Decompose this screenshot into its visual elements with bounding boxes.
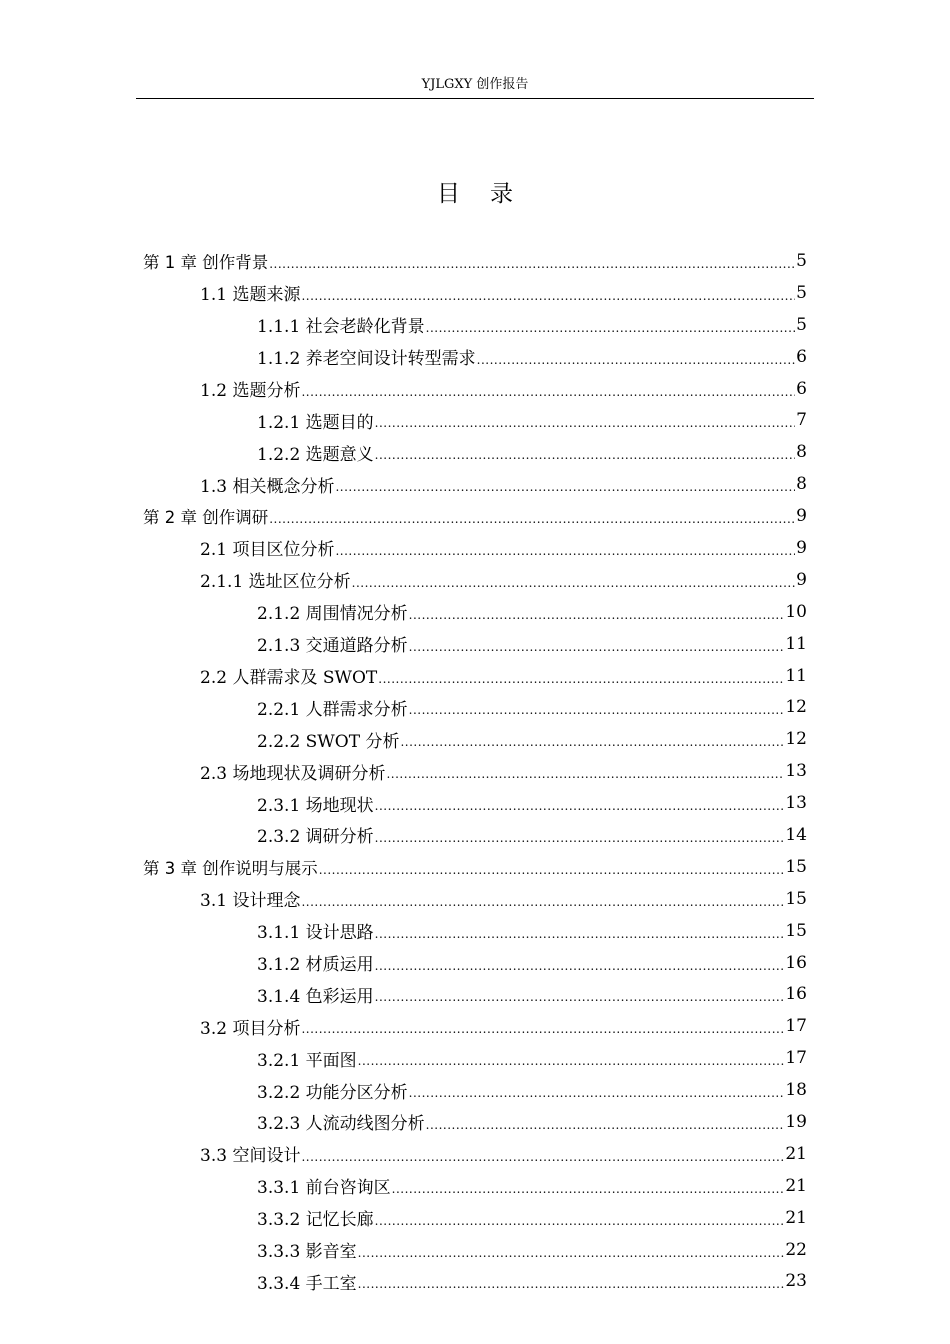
toc-entry-page: 15	[785, 920, 807, 941]
toc-entry-title: 2.2 人群需求及 SWOT	[200, 668, 378, 689]
toc-entry[interactable]	[0, 755, 950, 787]
toc-dot-leader	[375, 831, 785, 845]
toc-entry-title: 3.3 空间设计	[200, 1146, 301, 1167]
toc-entry-title: 第 2 章 创作调研	[143, 508, 269, 528]
toc-dot-leader	[301, 895, 784, 909]
toc-dot-leader	[409, 1086, 785, 1100]
toc-dot-leader	[375, 416, 796, 430]
toc-entry[interactable]	[0, 341, 950, 373]
toc-dot-leader	[375, 927, 785, 941]
toc-entry-page: 19	[785, 1111, 807, 1132]
toc-entry[interactable]	[0, 1138, 950, 1170]
toc-entry-title: 2.2.2 SWOT 分析	[257, 731, 400, 752]
toc-entry-page: 5	[796, 314, 807, 335]
toc-list	[0, 245, 950, 1297]
toc-dot-leader	[335, 480, 795, 494]
toc-dot-leader	[352, 576, 796, 590]
toc-entry[interactable]	[0, 309, 950, 341]
toc-entry-page: 9	[796, 537, 807, 558]
toc-entry-title: 2.1.1 选址区位分析	[200, 572, 351, 593]
toc-entry-page: 12	[785, 697, 807, 718]
toc-entry-page: 14	[785, 824, 807, 845]
toc-entry-page: 15	[785, 888, 807, 909]
toc-entry-title: 3.2.3 人流动线图分析	[257, 1114, 425, 1135]
toc-entry-page: 13	[785, 793, 807, 814]
toc-entry-title: 3.3.4 手工室	[257, 1273, 357, 1294]
toc-dot-leader	[301, 1150, 784, 1164]
toc-dot-leader	[375, 1214, 785, 1228]
toc-dot-leader	[335, 544, 795, 558]
toc-entry-title: 1.1 选题来源	[200, 285, 301, 306]
toc-title: 目录	[437, 181, 543, 207]
toc-entry-page: 5	[796, 282, 807, 303]
toc-dot-leader	[301, 289, 795, 303]
toc-entry-page: 22	[785, 1239, 807, 1260]
header-rule	[136, 98, 814, 99]
toc-entry-title: 3.2.2 功能分区分析	[257, 1082, 408, 1103]
toc-dot-leader	[375, 799, 785, 813]
toc-entry-page: 11	[785, 633, 807, 654]
toc-dot-leader	[358, 1277, 785, 1291]
toc-entry[interactable]	[0, 404, 950, 436]
toc-entry-title: 1.2.1 选题目的	[257, 412, 374, 433]
toc-entry-page: 8	[796, 474, 807, 495]
toc-dot-leader	[375, 448, 796, 462]
toc-entry-title: 第 3 章 创作说明与展示	[143, 858, 318, 878]
toc-entry[interactable]	[0, 277, 950, 309]
toc-entry[interactable]	[0, 723, 950, 755]
toc-entry-title: 2.1.2 周围情况分析	[257, 604, 408, 625]
toc-entry-title: 3.2.1 平面图	[257, 1050, 357, 1071]
toc-entry[interactable]	[0, 1266, 950, 1298]
page-header: YJLGXY 创作报告	[421, 77, 529, 92]
toc-entry[interactable]	[0, 1202, 950, 1234]
toc-entry[interactable]	[0, 628, 950, 660]
toc-entry-page: 21	[785, 1175, 807, 1196]
toc-dot-leader	[358, 1054, 785, 1068]
toc-entry-page: 16	[785, 984, 807, 1005]
toc-entry-page: 6	[796, 378, 807, 399]
toc-entry-title: 3.1.1 设计思路	[257, 923, 374, 944]
toc-dot-leader	[426, 1118, 785, 1132]
toc-dot-leader	[400, 735, 784, 749]
toc-dot-leader	[392, 1182, 785, 1196]
toc-entry-page: 15	[785, 856, 807, 877]
toc-entry-title: 第 1 章 创作背景	[143, 252, 269, 272]
toc-entry[interactable]	[0, 883, 950, 915]
toc-dot-leader	[269, 257, 795, 271]
toc-entry[interactable]	[0, 819, 950, 851]
toc-entry[interactable]	[0, 851, 950, 883]
toc-entry-title: 3.3.3 影音室	[257, 1242, 357, 1263]
toc-entry-page: 21	[785, 1207, 807, 1228]
toc-dot-leader	[358, 1246, 785, 1260]
toc-entry[interactable]	[0, 245, 950, 277]
toc-entry[interactable]	[0, 532, 950, 564]
toc-dot-leader	[269, 512, 795, 526]
toc-dot-leader	[319, 863, 785, 877]
toc-entry-title: 3.3.2 记忆长廊	[257, 1210, 374, 1231]
toc-entry[interactable]	[0, 947, 950, 979]
toc-entry[interactable]	[0, 978, 950, 1010]
toc-entry[interactable]	[0, 691, 950, 723]
toc-entry[interactable]	[0, 1010, 950, 1042]
toc-dot-leader	[426, 321, 796, 335]
toc-entry[interactable]	[0, 1074, 950, 1106]
toc-entry-title: 2.1.3 交通道路分析	[257, 636, 408, 657]
toc-entry[interactable]	[0, 915, 950, 947]
toc-entry[interactable]	[0, 1042, 950, 1074]
toc-entry-title: 2.3 场地现状及调研分析	[200, 763, 386, 784]
toc-entry-page: 12	[785, 729, 807, 750]
toc-entry[interactable]	[0, 436, 950, 468]
toc-entry-page: 13	[785, 761, 807, 782]
toc-dot-leader	[375, 959, 785, 973]
toc-dot-leader	[378, 672, 784, 686]
toc-entry-page: 5	[796, 250, 807, 271]
toc-entry-title: 3.1 设计理念	[200, 891, 301, 912]
toc-entry-title: 2.2.1 人群需求分析	[257, 699, 408, 720]
toc-entry-title: 1.1.2 养老空间设计转型需求	[257, 349, 476, 370]
toc-entry-page: 17	[785, 1048, 807, 1069]
toc-dot-leader	[386, 767, 784, 781]
toc-entry[interactable]	[0, 660, 950, 692]
toc-entry[interactable]	[0, 500, 950, 532]
toc-entry-title: 1.2.2 选题意义	[257, 444, 374, 465]
toc-entry-title: 3.2 项目分析	[200, 1018, 301, 1039]
toc-entry-title: 2.1 项目区位分析	[200, 540, 335, 561]
toc-entry[interactable]	[0, 373, 950, 405]
toc-entry-title: 1.2 选题分析	[200, 381, 301, 401]
toc-entry-page: 9	[796, 506, 807, 527]
toc-entry[interactable]	[0, 1106, 950, 1138]
toc-entry[interactable]	[0, 1170, 950, 1202]
toc-entry-title: 2.3.2 调研分析	[257, 827, 374, 848]
toc-entry-page: 11	[785, 665, 807, 686]
toc-entry-page: 6	[796, 346, 807, 367]
toc-entry[interactable]	[0, 1234, 950, 1266]
toc-entry[interactable]	[0, 596, 950, 628]
toc-entry-title: 3.3.1 前台咨询区	[257, 1178, 391, 1199]
toc-entry-title: 1.3 相关概念分析	[200, 476, 335, 497]
toc-entry-page: 23	[785, 1271, 807, 1292]
toc-entry-page: 18	[785, 1080, 807, 1101]
toc-entry-page: 16	[785, 952, 807, 973]
toc-dot-leader	[409, 703, 785, 717]
toc-dot-leader	[409, 608, 785, 622]
toc-entry-title: 3.1.4 色彩运用	[257, 986, 374, 1007]
toc-dot-leader	[409, 640, 785, 654]
toc-entry-title: 2.3.1 场地现状	[257, 795, 374, 816]
toc-entry-page: 21	[785, 1143, 807, 1164]
toc-dot-leader	[477, 353, 796, 367]
toc-entry[interactable]	[0, 787, 950, 819]
toc-entry-page: 10	[785, 601, 807, 622]
toc-entry-title: 1.1.1 社会老龄化背景	[257, 317, 425, 338]
toc-entry-page: 9	[796, 569, 807, 590]
toc-dot-leader	[301, 1022, 784, 1036]
toc-dot-leader	[301, 385, 795, 399]
toc-entry[interactable]	[0, 564, 950, 596]
toc-entry-page: 17	[785, 1016, 807, 1037]
toc-entry-page: 8	[796, 442, 807, 463]
toc-entry[interactable]	[0, 468, 950, 500]
toc-dot-leader	[375, 990, 785, 1004]
toc-entry-title: 3.1.2 材质运用	[257, 955, 374, 976]
toc-entry-page: 7	[796, 410, 807, 431]
